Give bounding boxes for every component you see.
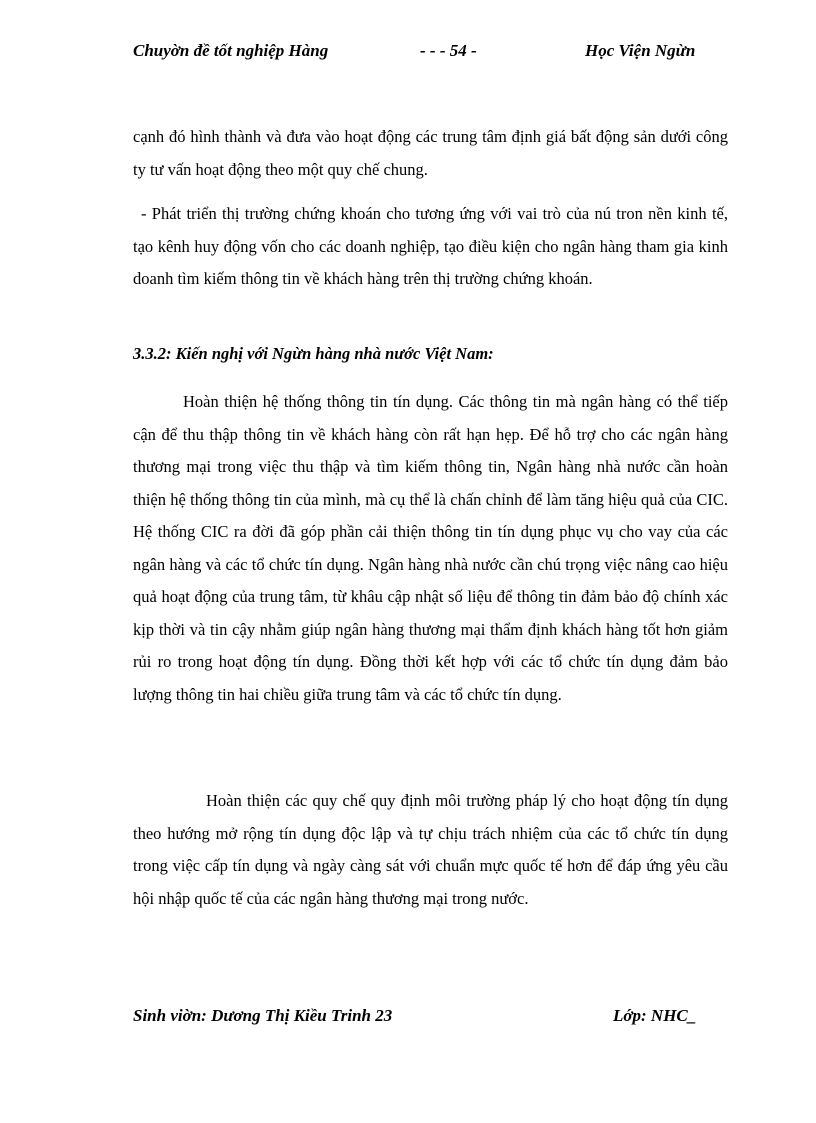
header-page-number: - - - 54 - <box>420 41 477 60</box>
section-heading: 3.3.2: Kiến nghị với Ngừn hàng nhà nước Việt Nam: <box>133 344 494 363</box>
header-institution: Học Viện Ngừn <box>585 41 696 60</box>
paragraph-1: cạnh đó hình thành và đưa vào hoạt động các trung tâm định giá bất động sản dưới công ty tư vấn hoạt động theo một quy chế chung. <box>133 127 728 179</box>
paragraph-4: Hoàn thiện các quy chế quy định môi trường pháp lý cho hoạt động tín dụng theo hướng mở rộng tín dụng độc lập và tự chịu trách nhiệm của các tổ chức tín dụng trong việc cấp tín dụng và ngày càng sát với chuẩn mực quốc tế hơn để đáp ứng yêu cầu hội nhập quốc tế của các ngân hàng thương mại trong nước. <box>133 791 728 908</box>
paragraph-3: Hoàn thiện hệ thống thông tin tín dụng. Các thông tin mà ngân hàng có thể tiếp cận để thu thập thông tin về khách hàng còn rất hạn hẹp. Để hỗ trợ cho các ngân hàng thương mại trong việc thu thập và tìm kiếm thông tin, Ngân hàng nhà nước cần hoàn thiện hệ thống thông tin của mình, mà cụ thể là chấn chỉnh để làm tăng hiệu quả của CIC. Hệ thống CIC ra đời đã góp phần cải thiện thông tin tín dụng phục vụ cho vay của các ngân hàng và các tổ chức tín dụng. Ngân hàng nhà nước cần chú trọng việc nâng cao hiệu quả hoạt động của trung tâm, từ khâu cập nhật số liệu để thông tin đảm bảo độ chính xác kịp thời và tin cậy nhằm giúp ngân hàng thương mại thẩm định khách hàng tốt hơn giảm rủi ro trong hoạt động tín dụng. Đồng thời kết hợp với các tổ chức tín dụng đảm bảo lượng thông tin hai chiều giữa trung tâm và các tổ chức tín dụng. <box>133 392 728 704</box>
header-document-title: Chuyờn đề tốt nghiệp Hàng <box>133 41 329 60</box>
footer-student-name: Sinh viờn: Dương Thị Kiều Trinh 23 <box>133 1006 393 1025</box>
paragraph-2: - Phát triển thị trường chứng khoán cho tương ứng với vai trò của nú tron nền kinh tế, tạo kênh huy động vốn cho các doanh nghiệp, tạo điều kiện cho ngân hàng tham gia kinh doanh tìm kiếm thông tin về khách hàng trên thị trường chứng khoán. <box>133 204 728 288</box>
footer-class: Lớp: NHC_ <box>613 1006 697 1025</box>
